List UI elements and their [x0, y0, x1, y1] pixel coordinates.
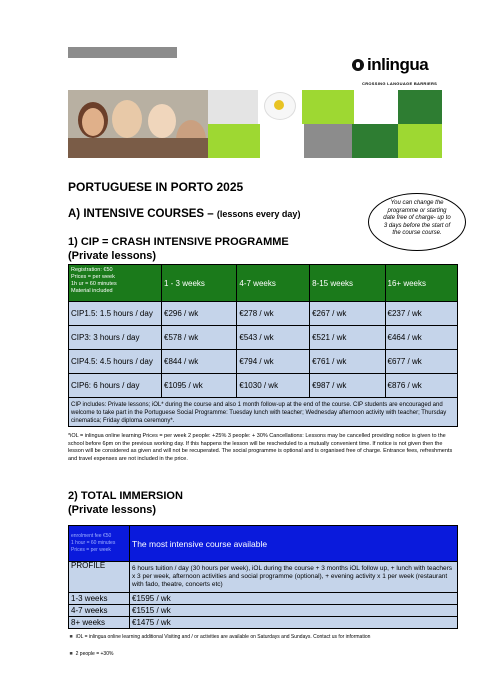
info-line: 1 hour = 60 minutes	[71, 540, 116, 546]
cip-info-cell	[69, 265, 162, 302]
table-row	[69, 302, 458, 326]
price-cell: €844 / wk	[162, 350, 237, 374]
row-label: 8+ weeks	[69, 617, 130, 629]
row-label: PROFILE	[69, 562, 130, 593]
cip-subheading: (Private lessons)	[68, 250, 157, 262]
ti-info-cell	[69, 526, 130, 562]
header-tile	[208, 124, 260, 158]
column-header: 8-15 weeks	[310, 265, 385, 302]
table-row	[69, 562, 458, 593]
row-label: CIP3: 3 hours / day	[69, 326, 162, 350]
footnote: ◾ 2 people = +30%	[68, 651, 114, 657]
profile-text: 6 hours tuition / day (30 hours per week), iOL during the course + 3 months iOL follow up, + lunch with teachers x 3 per week, afternoon activities and social programme (optional), + evening activity x 1 per week (restaurant with fado, theatre, concerts etc)	[130, 562, 458, 593]
footnote: ◾ iOL = inlingua online learning additional Visiting and / or activities are available on Saturdays and Sundays. Contact us for information	[68, 634, 371, 640]
column-header: 16+ weeks	[385, 265, 457, 302]
row-label: 1-3 weeks	[69, 593, 130, 605]
row-label: CIP4.5: 4.5 hours / day	[69, 350, 162, 374]
cip-heading: 1) CIP = CRASH INTENSIVE PROGRAMME	[68, 236, 289, 248]
column-header: 1 - 3 weeks	[162, 265, 237, 302]
page-title: PORTUGUESE IN PORTO 2025	[68, 180, 244, 194]
header-tile	[304, 124, 352, 158]
price-cell: €794 / wk	[237, 350, 310, 374]
cip-footer-row	[69, 398, 458, 427]
cip-includes-text: CIP includes: Private lessons; iOL* during the course and also 1 month follow-up at the end of the course. CIP students are encouraged and welcome to take part in the Portuguese Social Programme: Tuesday lunch with teacher; Wednesday afternoon activity with teacher; Thursday cinematica; Friday diploma ceremony*.	[69, 398, 458, 427]
ti-price-table	[68, 525, 458, 629]
inlingua-logo	[352, 54, 442, 76]
price-cell: €578 / wk	[162, 326, 237, 350]
price-cell: €876 / wk	[385, 374, 457, 398]
table-row	[69, 326, 458, 350]
header-tile	[354, 90, 398, 124]
table-row	[69, 605, 458, 617]
section-a-heading	[68, 208, 300, 220]
info-line: 1h ur = 60 minutes	[71, 281, 117, 287]
price-cell: €1095 / wk	[162, 374, 237, 398]
ti-heading: 2) TOTAL IMMERSION	[68, 490, 183, 502]
price-cell: €521 / wk	[310, 326, 385, 350]
price-cell: €1475 / wk	[130, 617, 458, 629]
row-label: CIP1.5: 1.5 hours / day	[69, 302, 162, 326]
info-line: Registration: €50	[71, 267, 113, 273]
logo-text: inlingua	[367, 55, 429, 74]
info-line: Prices = per week	[71, 274, 115, 280]
table-row	[69, 374, 458, 398]
price-cell: €296 / wk	[162, 302, 237, 326]
row-label: 4-7 weeks	[69, 605, 130, 617]
footnote-text: iOL = inlingua online learning additional Visiting and / or activities are available on Saturdays and Sundays. Contact us for information	[75, 634, 371, 640]
price-cell: €267 / wk	[310, 302, 385, 326]
table-row	[69, 593, 458, 605]
price-cell: €1515 / wk	[130, 605, 458, 617]
header-grey-bar	[68, 47, 177, 58]
header-tile	[398, 124, 442, 158]
section-a-subtitle: (lessons every day)	[216, 209, 301, 219]
header-tile	[260, 124, 304, 158]
header-tile	[398, 90, 442, 124]
price-cell: €237 / wk	[385, 302, 457, 326]
info-line: Prices = per week	[71, 547, 111, 553]
info-line: enrolment fee €50	[71, 533, 112, 539]
column-header: 4-7 weeks	[237, 265, 310, 302]
daisy-image	[258, 88, 302, 124]
price-cell: €543 / wk	[237, 326, 310, 350]
ti-header-row	[69, 526, 458, 562]
price-cell: €1030 / wk	[237, 374, 310, 398]
footnote-text: 2 people = +30%	[75, 651, 114, 657]
table-row	[69, 350, 458, 374]
price-cell: €987 / wk	[310, 374, 385, 398]
cip-price-table	[68, 264, 458, 427]
info-line: Material included	[71, 288, 113, 294]
section-a-title: A) INTENSIVE COURSES –	[68, 208, 217, 220]
header-tile	[302, 90, 354, 124]
students-photo	[68, 90, 208, 158]
ti-subheading: (Private lessons)	[68, 504, 157, 516]
change-note: You can change the programme or starting date free of charge- up to 3 days before the start of the course course.	[368, 193, 466, 251]
price-cell: €761 / wk	[310, 350, 385, 374]
ti-header-text: The most intensive course available	[130, 526, 458, 562]
cip-header-row	[69, 265, 458, 302]
price-cell: €464 / wk	[385, 326, 457, 350]
price-cell: €278 / wk	[237, 302, 310, 326]
terms-paragraph: *iOL = inlingua online learning Prices = per week 2 people: +25% 3 people: + 30% Cancellations: Lessons may be cancelled providing notice is given to the school before 6pm on the previous working day. If this happens the lesson will be rescheduled to a mutually convenient time. If notice is not given then the lesson will be considered as given and will not be recuperated. The social programme is optional and is organised free of charge. Entrance fees, refreshments and travel expenses are not included in the price.	[68, 433, 453, 462]
header-tile	[352, 124, 398, 158]
price-cell: €1595 / wk	[130, 593, 458, 605]
table-row	[69, 617, 458, 629]
row-label: CIP6: 6 hours / day	[69, 374, 162, 398]
price-cell: €677 / wk	[385, 350, 457, 374]
logo-tagline: CROSSING LANGUAGE BARRIERS	[362, 81, 438, 86]
logo-mark-icon	[352, 59, 364, 71]
